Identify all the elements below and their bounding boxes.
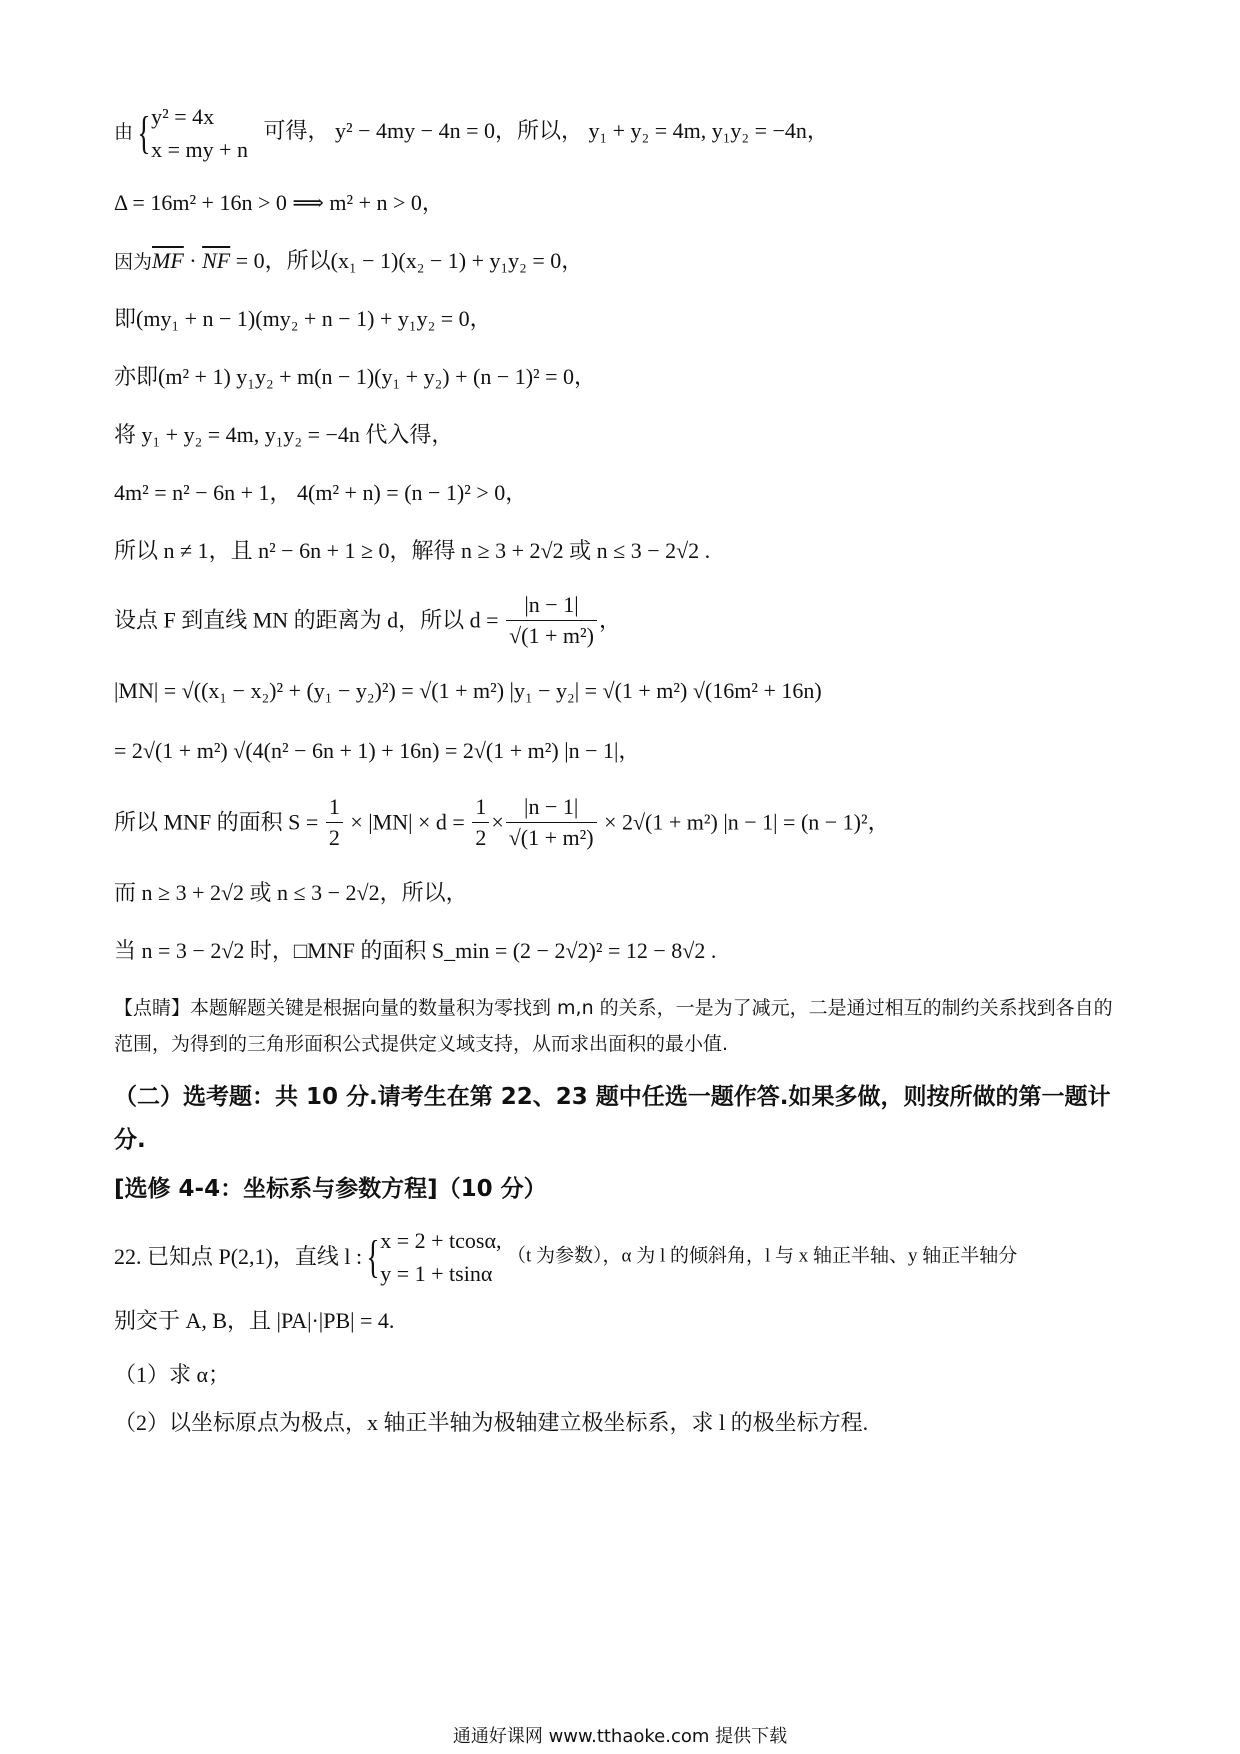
- numerator: |n − 1|: [506, 592, 597, 621]
- fraction: [472, 794, 489, 852]
- denominator: √(1 + m²): [509, 623, 594, 649]
- vector-nf: $\overline{NF}$: [202, 248, 231, 273]
- equation-line: 亦即(m² + 1) y₁y₂ + m(n − 1)(y₁ + y₂) + (n − 1)² = 0，: [114, 364, 597, 389]
- numerator: |n − 1|: [506, 794, 597, 823]
- text-fragment: ×: [491, 809, 504, 835]
- text-fragment: （t 为参数），α 为 l 的倾斜角，l 与 x 轴正半轴、y 轴正半轴分: [507, 1245, 1018, 1267]
- text-fragment: 设点 F 到直线 MN 的距离为 d，所以 d =: [114, 607, 499, 633]
- equation-line: 当 n = 3 − 2√2 时，□MNF 的面积 S_min = (2 − 2√2)² = 12 − 8√2 .: [114, 938, 717, 963]
- denominator: 2: [328, 825, 340, 851]
- text-fragment: ·: [183, 248, 203, 273]
- discriminant-line: Δ = 16m² + 16n > 0 ⟹ m² + n > 0，: [114, 190, 444, 215]
- equation-line: 所以 n ≠ 1，且 n² − 6n + 1 ≥ 0，解得 n ≥ 3 + 2√2 或 n ≤ 3 − 2√2 .: [114, 538, 711, 563]
- equation-row: y = 1 + tsinα: [380, 1261, 493, 1286]
- text-fragment: × |MN| × d =: [350, 809, 465, 835]
- left-brace-icon: {: [137, 107, 151, 158]
- text-fragment: × 2√(1 + m²) |n − 1| = (n − 1)²，: [604, 809, 890, 835]
- elective-heading: [选修 4-4：坐标系与参数方程]（10 分）: [114, 1176, 547, 1202]
- section-heading: （二）选考题：共 10 分.请考生在第 22、23 题中任选一题作答.如果多做，则按所做的第一题计分.: [114, 1084, 1111, 1153]
- text-fragment: 所以 MNF 的面积 S =: [114, 809, 319, 835]
- denominator: 2: [475, 825, 487, 851]
- equation-row: x = my + n: [151, 137, 249, 162]
- text-fragment: 可得， y² − 4my − 4n = 0，所以， y₁ + y₂ = 4m, y₁y₂ = −4n，: [263, 118, 829, 144]
- question-22-condition: 别交于 A, B，且 |PA|·|PB| = 4.: [114, 1308, 395, 1333]
- text-fragment: 由: [114, 121, 134, 144]
- dot-product-line: [114, 248, 583, 274]
- fraction: [326, 794, 343, 852]
- equation-system: [380, 1224, 501, 1290]
- denominator: √(1 + m²): [508, 825, 594, 851]
- equation-line: |MN| = √((x₁ − x₂)² + (y₁ − y₂)²) = √(1 + m²) |y₁ − y₂| = √(1 + m²) √(16m² + 16n): [114, 678, 822, 703]
- fraction: [506, 794, 597, 852]
- area-line: [114, 794, 890, 852]
- equation-row: y² = 4x: [151, 104, 215, 129]
- question-22-part-1: （1）求 α；: [114, 1362, 231, 1387]
- distance-line: [114, 592, 621, 650]
- fraction: [506, 592, 597, 650]
- equation-line: 4m² = n² − 6n + 1， 4(m² + n) = (n − 1)² > 0，: [114, 480, 528, 505]
- equation-line: 将 y₁ + y₂ = 4m, y₁y₂ = −4n 代入得，: [114, 422, 454, 447]
- numerator: 1: [472, 794, 489, 823]
- equation-line: 即(my₁ + n − 1)(my₂ + n − 1) + y₁y₂ = 0，: [114, 306, 492, 331]
- solution-line-system: [114, 100, 829, 166]
- question-22: [114, 1224, 1017, 1290]
- equation-line: = 2√(1 + m²) √(4(n² − 6n + 1) + 16n) = 2√(1 + m²) |n − 1|，: [114, 738, 641, 763]
- text-fragment: 因为: [114, 251, 153, 273]
- text-fragment: 22. 已知点 P(2,1)，直线 l :: [114, 1243, 363, 1269]
- question-22-part-2: （2）以坐标原点为极点，x 轴正半轴为极轴建立极坐标系，求 l 的极坐标方程.: [114, 1410, 869, 1435]
- note-paragraph: 【点睛】本题解题关键是根据向量的数量积为零找到 m,n 的关系，一是为了减元，二是通过相互的制约关系找到各自的范围，为得到的三角形面积公式提供定义域支持，从而求出面积的最小值.: [114, 997, 1113, 1056]
- equation-system: [151, 100, 248, 166]
- left-brace-icon: {: [366, 1231, 380, 1282]
- text-fragment: ，: [598, 607, 621, 633]
- equation-line: 而 n ≥ 3 + 2√2 或 n ≤ 3 − 2√2，所以，: [114, 880, 468, 905]
- equation-row: x = 2 + tcosα,: [380, 1228, 502, 1253]
- footer-credit: 通通好课网 www.tthaoke.com 提供下载: [452, 1726, 788, 1747]
- vector-mf: $\overline{MF}$: [152, 248, 184, 273]
- numerator: 1: [326, 794, 343, 823]
- text-fragment: = 0，所以(x₁ − 1)(x₂ − 1) + y₁y₂ = 0，: [230, 248, 584, 273]
